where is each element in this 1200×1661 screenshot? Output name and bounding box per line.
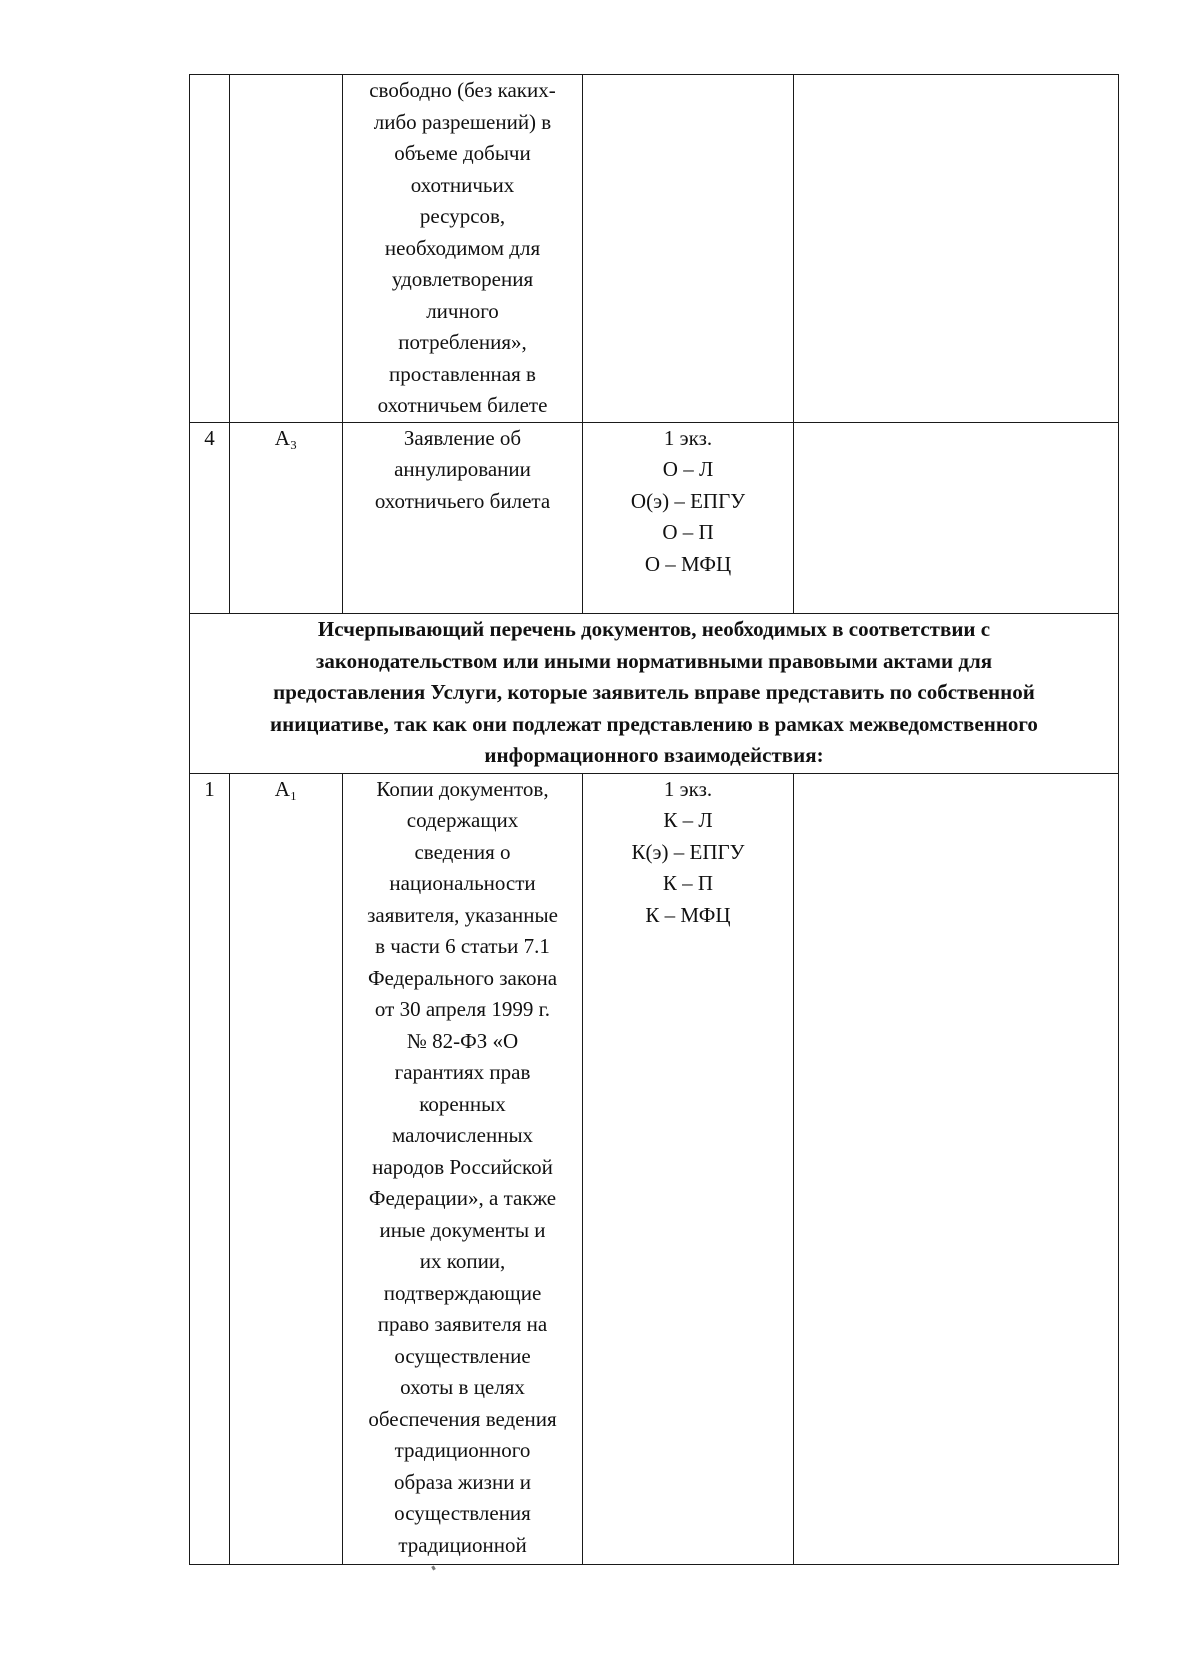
documents-table <box>189 74 1119 1565</box>
cell-document <box>343 422 583 613</box>
cell-form <box>583 422 794 613</box>
cell-form <box>583 773 794 1564</box>
submission-form: 1 экз. К – Л К(э) – ЕПГУ К – П К – МФЦ <box>631 776 745 927</box>
row-number: 4 <box>204 425 215 450</box>
cell-code <box>230 75 343 423</box>
document-description: Копии документов, содержащих сведения о национальности заявителя, указанные в части 6 статьи 7.1 Федерального закона от 30 апреля 1999 г. № 82-ФЗ «О гарантиях прав коренных малочисленных народов Российской Федерации», а также иные документы и их копии, подтверждающие право заявителя на осуществление охоты в целях обеспечения ведения традиционного образа жизни и осуществления традиционной <box>367 776 558 1557</box>
scan-speck <box>431 1566 436 1571</box>
cell-number <box>190 422 230 613</box>
document-description: свободно (без каких- либо разрешений) в объеме добычи охотничьих ресурсов, необходимом для удовлетворения личного потребления», проставленная в охотничьем билете <box>369 78 556 417</box>
section-heading-row <box>190 613 1119 773</box>
cell-code <box>230 422 343 613</box>
section-heading-text: Исчерпывающий перечень документов, необходимых в соответствии с законодательством или иными нормативными правовыми актами для предоставления Услуги, которые заявитель вправе представить по собственной инициативе, так как они подлежат представлению в рамках межведомственного информационного взаимодействия: <box>270 617 1038 768</box>
cell-code <box>230 773 343 1564</box>
submission-form: 1 экз. О – Л О(э) – ЕПГУ О – П О – МФЦ <box>630 425 746 576</box>
row-number: 1 <box>204 776 215 801</box>
cell-note <box>794 75 1119 423</box>
document-code: А₃ <box>274 425 298 450</box>
cell-number <box>190 773 230 1564</box>
table-row <box>190 422 1119 613</box>
cell-document <box>343 75 583 423</box>
cell-number <box>190 75 230 423</box>
cell-note <box>794 422 1119 613</box>
document-description: Заявление об аннулировании охотничьего билета <box>374 425 551 513</box>
table-row <box>190 773 1119 1564</box>
cell-note <box>794 773 1119 1564</box>
table-row <box>190 75 1119 423</box>
cell-document <box>343 773 583 1564</box>
document-code: А₁ <box>274 776 298 801</box>
section-heading <box>190 613 1119 773</box>
cell-form <box>583 75 794 423</box>
